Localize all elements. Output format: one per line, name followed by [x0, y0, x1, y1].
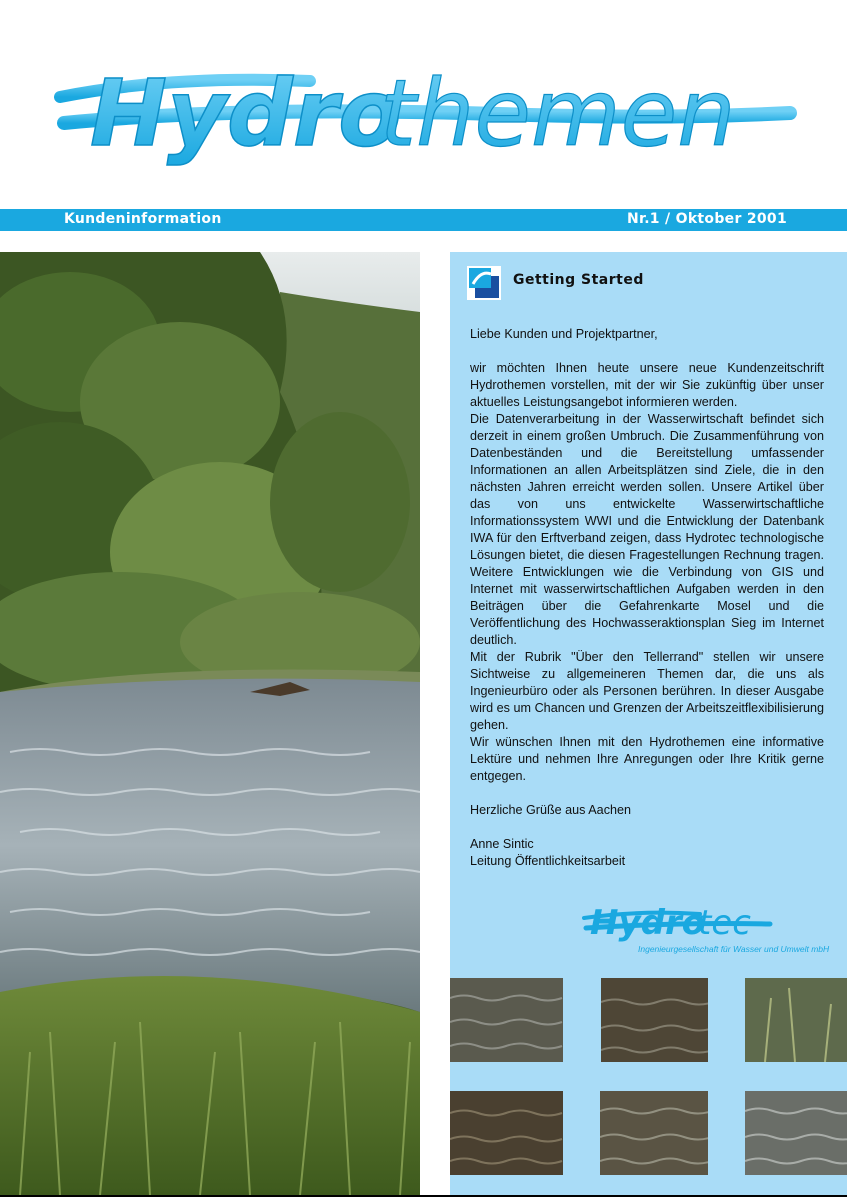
signature-role: Leitung Öffentlichkeitsarbeit — [470, 854, 626, 868]
logo-text-hydro: Hydro — [90, 60, 402, 167]
water-thumbnail — [745, 1091, 847, 1175]
water-thumbnail — [450, 978, 563, 1062]
paragraph-data-processing: Die Datenverarbeitung in der Wasserwirtschaft befindet sich derzeit in einem großen Umbruch. Die Zusammenführung von Datenbeständen und die Bereitstellung umfassender Informationen an allen Arbeitsplätzen sind Ziele, die in den nächsten Jahren erreicht werden sollen. Unsere Artikel über das von uns entwickelte Wasserwirtschaftliche Informationssystem WWI und die Entwicklung der Datenbank IWA für den Erftverband zeigen, dass Hydrotec technologische Lösungen bietet, die diesen Fragestellungen Rechnung tragen. Weitere Entwicklungen wie die Verbindung von GIS und Internet mit wasserwirtschaftlichen Aufgaben werden in den Beiträgen über die Gefahrenkarte Mosel und die Veröffentlichung des Hochwasseraktionsplan Sieg im Internet deutlich. — [470, 412, 824, 647]
closing: Herzliche Grüße aus Aachen — [470, 803, 632, 817]
river-photo — [0, 252, 420, 1195]
logo-text-themen: themen — [380, 60, 736, 167]
article-heading: Getting Started — [513, 272, 644, 288]
band-label-left: Kundeninformation — [64, 211, 222, 227]
hydrothemen-logo — [50, 35, 810, 205]
article-text — [470, 326, 824, 870]
paragraph-tellerrand: Mit der Rubrik "Über den Tellerrand" stellen wir unsere Sichtweise zu allgemeineren Themen dar, die uns als Ingenieurbüro oder als Personen berühren. In dieser Ausgabe wird es um Chancen und Grenzen der Arbeitszeitflexibilisierung gehen. — [470, 650, 824, 732]
water-thumbnail — [600, 1091, 708, 1175]
water-thumbnail — [450, 1091, 563, 1175]
water-thumbnail — [601, 978, 708, 1062]
salutation: Liebe Kunden und Projektpartner, — [470, 327, 658, 341]
brand-text-hydro: Hydro — [590, 903, 706, 943]
issue-label: Nr.1 / Oktober 2001 — [626, 211, 787, 227]
brand-text-tec: tec — [698, 903, 751, 943]
paragraph-intro: wir möchten Ihnen heute unsere neue Kundenzeitschrift Hydrothemen vorstellen, mit der wir Sie zukünftig über unser aktuelles Leistungsangebot informieren werden. — [470, 361, 824, 409]
getting-started-icon — [467, 266, 501, 300]
water-thumbnail — [745, 978, 847, 1062]
header-band — [0, 209, 847, 231]
brand-tagline: Ingenieurgesellschaft für Wasser und Umwelt mbH — [638, 944, 830, 954]
paragraph-wishes: Wir wünschen Ihnen mit den Hydrothemen eine informative Lektüre und nehmen Ihre Anregungen oder Ihre Kritik gerne entgegen. — [470, 735, 824, 783]
signature-name: Anne Sintic — [470, 837, 534, 851]
bottom-rule — [0, 1195, 847, 1197]
